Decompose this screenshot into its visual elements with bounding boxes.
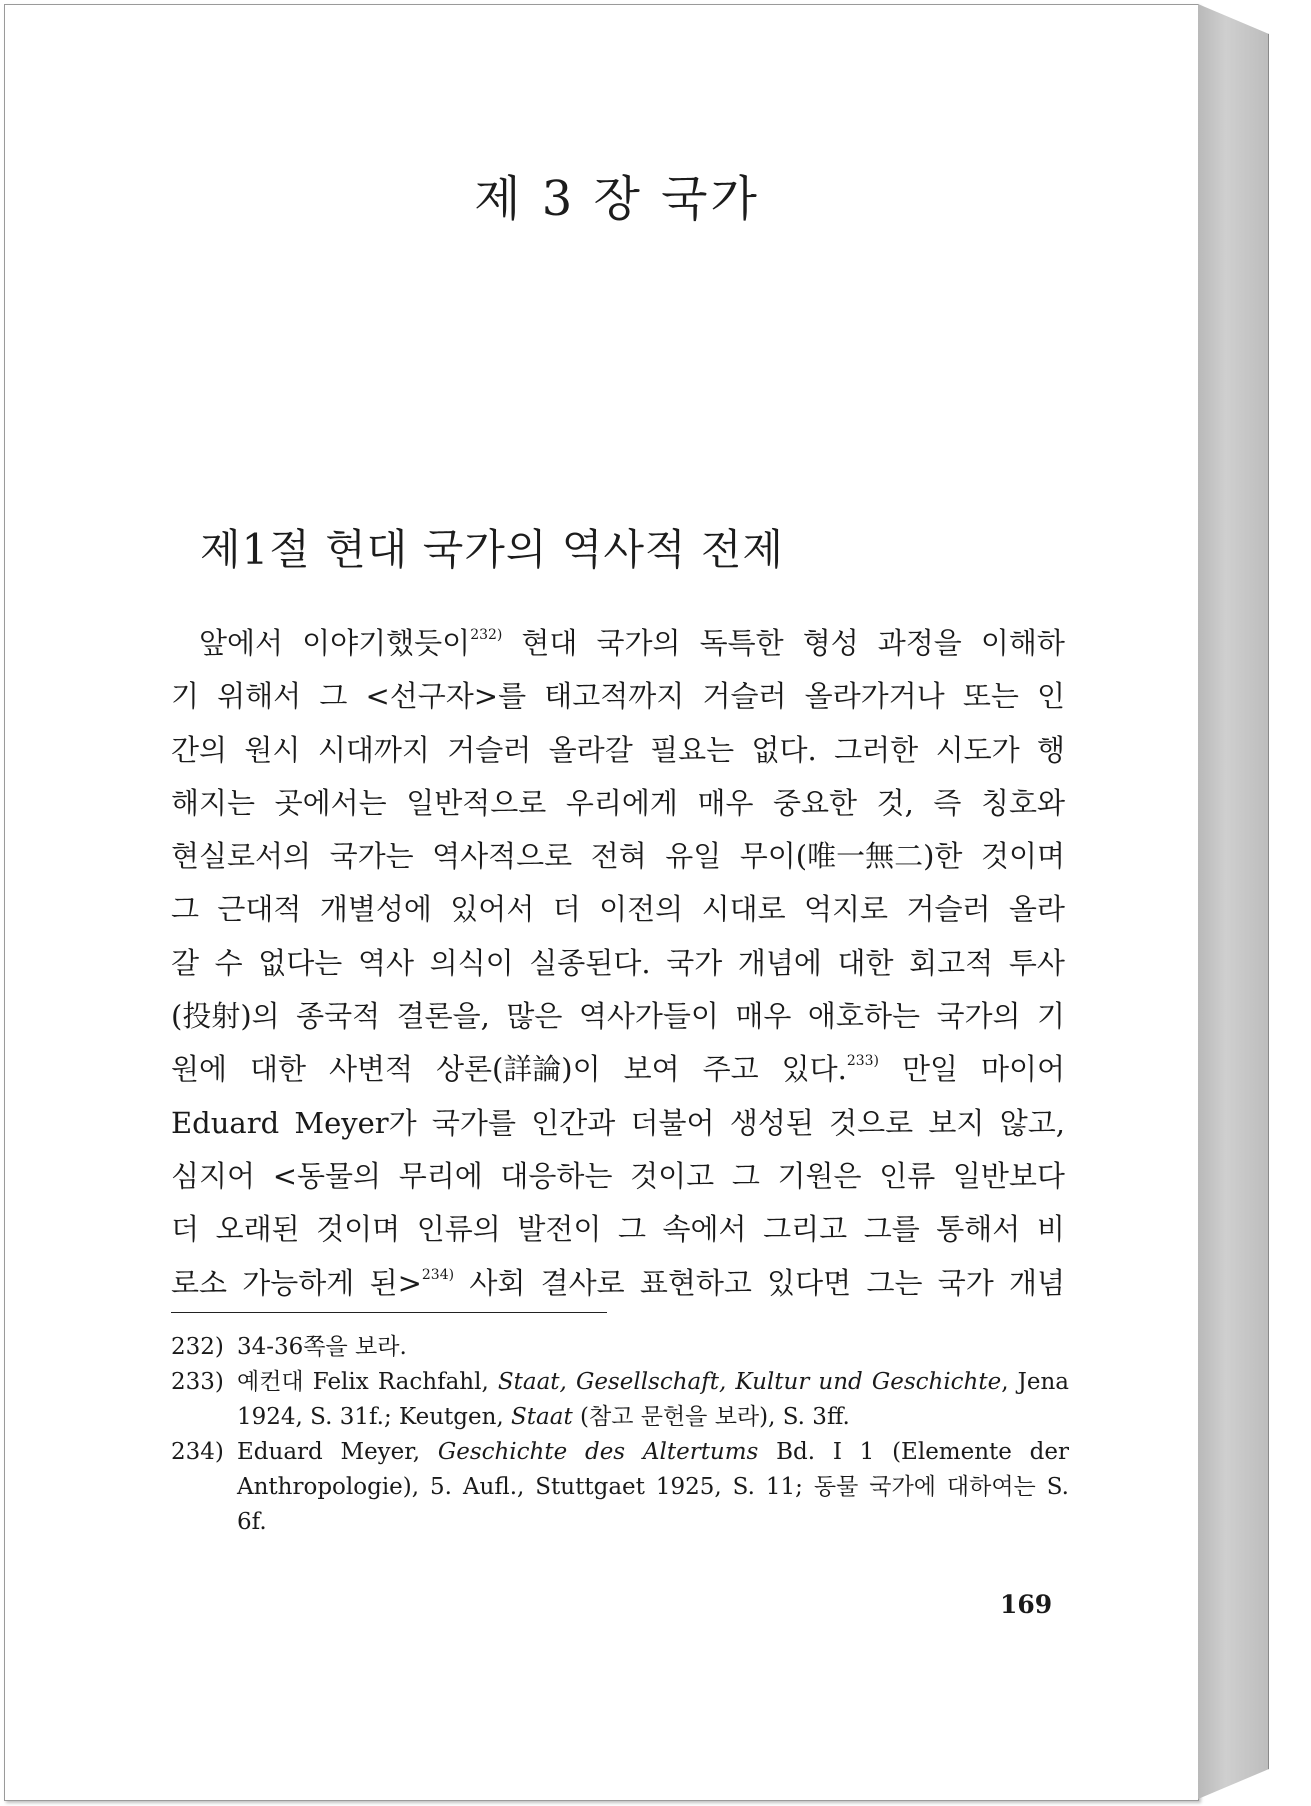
footnote-text: Eduard Meyer, Geschichte des Altertums Bd. I 1 (Elemente der Anthropologie), 5. Aufl., Stuttgaet 1925, S. 11; 동물 국가에 대하여는 S. 6f. xyxy=(237,1439,1069,1535)
footnote-rule xyxy=(171,1312,607,1313)
body-line: 간의 원시 시대까지 거슬러 올라갈 필요는 없다. 그러한 시도가 행 xyxy=(171,732,1065,767)
body-line: 로소 가능하게 된>$^{234)}$ 사회 결사로 표현하고 있다면 그는 국가 개념 xyxy=(171,1265,1065,1300)
page-number: 169 xyxy=(1000,1590,1053,1619)
footnote xyxy=(171,1330,1069,1365)
footnote xyxy=(171,1365,1069,1435)
footnote-ref: 233) xyxy=(846,1053,879,1070)
footnote-text: 예컨대 Felix Rachfahl, Staat, Gesellschaft, Kultur und Geschichte, Jena 1924, S. 31f.; Keutgen, Staat (참고 문헌을 보라), S. 3ff. xyxy=(237,1369,1069,1430)
body-line: 그 근대적 개별성에 있어서 더 이전의 시대로 억지로 거슬러 올라 xyxy=(171,892,1065,927)
body-line: 원에 대한 사변적 상론(詳論)이 보여 주고 있다.$^{233)}$ 만일 마이어 xyxy=(171,1052,1065,1087)
body-line: 기 위해서 그 <선구자>를 태고적까지 거슬러 올라가거나 또는 인 xyxy=(171,679,1065,714)
body-line: (投射)의 종국적 결론을, 많은 역사가들이 매우 애호하는 국가의 기 xyxy=(171,999,1065,1034)
book-spine xyxy=(1198,4,1269,1799)
body-line: 앞에서 이야기했듯이$^{232)}$ 현대 국가의 독특한 형성 과정을 이해하 xyxy=(199,626,1065,660)
book-page xyxy=(4,4,1199,1801)
footnote-number: 233) xyxy=(171,1369,224,1395)
footnote-number: 232) xyxy=(171,1334,224,1360)
section-title: 제1절 현대 국가의 역사적 전제 xyxy=(200,525,784,574)
body-line: 갈 수 없다는 역사 의식이 실종된다. 국가 개념에 대한 회고적 투사 xyxy=(171,945,1065,980)
footnote-number: 234) xyxy=(171,1439,224,1465)
footnote xyxy=(171,1435,1069,1540)
body-line: 현실로서의 국가는 역사적으로 전혀 유일 무이(唯一無二)한 것이며 xyxy=(171,839,1065,874)
body-text xyxy=(171,617,1065,1310)
body-line: 더 오래된 것이며 인류의 발전이 그 속에서 그리고 그를 통해서 비 xyxy=(171,1212,1065,1247)
footnote-text: 34-36쪽을 보라. xyxy=(237,1334,407,1360)
footnote-ref: 234) xyxy=(421,1266,455,1283)
body-line: 심지어 <동물의 무리에 대응하는 것이고 그 기원은 인류 일반보다 xyxy=(171,1158,1065,1193)
body-line: Eduard Meyer가 국가를 인간과 더불어 생성된 것으로 보지 않고, xyxy=(171,1105,1065,1140)
chapter-title: 제 3 장 국가 xyxy=(474,171,760,227)
footnotes xyxy=(171,1330,1069,1540)
body-line: 해지는 곳에서는 일반적으로 우리에게 매우 중요한 것, 즉 칭호와 xyxy=(171,785,1065,820)
footnote-ref: 232) xyxy=(470,627,503,643)
